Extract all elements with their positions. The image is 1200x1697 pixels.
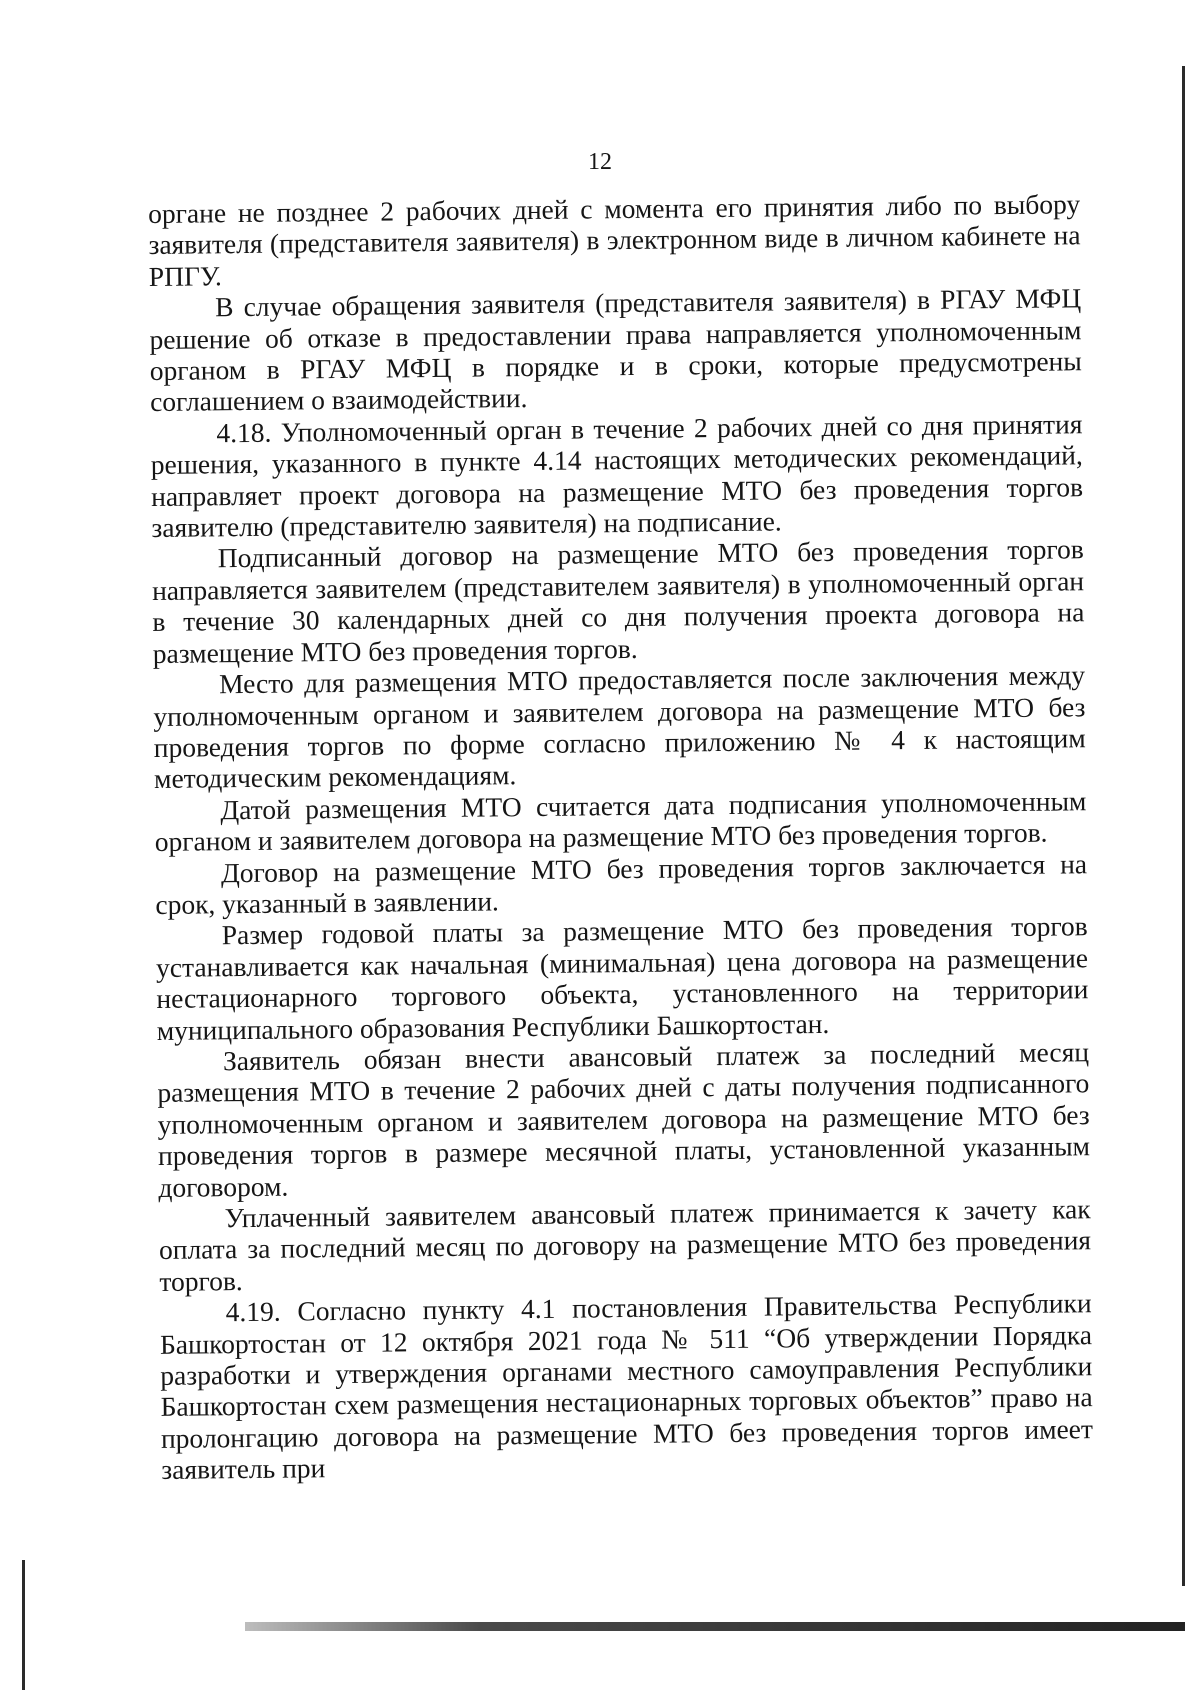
paragraph: Договор на размещение МТО без проведения торгов заключается на срок, указанный в заявлении. [155, 847, 1088, 920]
paragraph: Датой размещения МТО считается дата подписания уполномоченным органом и заявителем договора на размещение МТО без проведения торгов. [154, 784, 1087, 858]
scan-edge-right [1182, 66, 1185, 1586]
scan-edge-left [22, 1560, 25, 1690]
page-number: 12 [588, 149, 612, 175]
paragraph: Уплаченный заявителем авансовый платеж принимается к зачету как оплата за последний месяц по договору на размещение МТО без проведения торгов. [158, 1193, 1092, 1297]
paragraph-clause-4-18: 4.18. Уполномоченный орган в течение 2 рабочих дней со дня принятия решения, указанного в пункте 4.14 настоящих методических рекомендаций, направляет проект договора на размещение МТО без проведения торгов заявителю (представителю заявителя) на подписание. [150, 408, 1084, 544]
document-body [148, 188, 1093, 1485]
paragraph: Подписанный договор на размещение МТО без проведения торгов направляется заявителем (представителем заявителя) в уполномоченный орган в течение 30 календарных дней со дня получения проекта договора на размещение МТО без проведения торгов. [151, 533, 1085, 669]
paragraph: Заявитель обязан внести авансовый платеж за последний месяц размещения МТО в течение 2 рабочих дней с даты получения подписанного уполномоченным органом и заявителем договора на размещение МТО без проведения торгов в размере месячной платы, установленной указанным договором. [157, 1036, 1091, 1203]
paragraph-continuation: органе не позднее 2 рабочих дней с момента его принятия либо по выбору заявителя (представителя заявителя) в электронном виде в личном кабинете на РПГУ. [148, 188, 1081, 292]
paragraph: Место для размещения МТО предоставляется после заключения между уполномоченным органом и заявителем договора на размещение МТО без проведения торгов по форме согласно приложению № 4 к настоящим методическим рекомендациям. [153, 659, 1086, 795]
paragraph-clause-4-19: 4.19. Согласно пункту 4.1 постановления Правительства Республики Башкортостан от 12 октября 2021 года № 511 “Об утверждении Порядка разработки и утверждения органами местного самоуправления Республики Башкортостан схем размещения нестационарных торговых объектов” право на пролонгацию договора на размещение МТО без проведения торгов имеет заявитель при [159, 1287, 1094, 1486]
paragraph: Размер годовой платы за размещение МТО без проведения торгов устанавливается как начальная (минимальная) цена договора на размещение нестационарного торгового объекта, установленного на территории муниципального образования Республики Башкортостан. [155, 910, 1089, 1046]
scan-edge-bottom [245, 1622, 1185, 1631]
paragraph: В случае обращения заявителя (представителя заявителя) в РГАУ МФЦ решение об отказе в предоставлении права направляется уполномоченным органом в РГАУ МФЦ в порядке и в сроки, которые предусмотрены соглашением о взаимодействии. [149, 282, 1082, 418]
